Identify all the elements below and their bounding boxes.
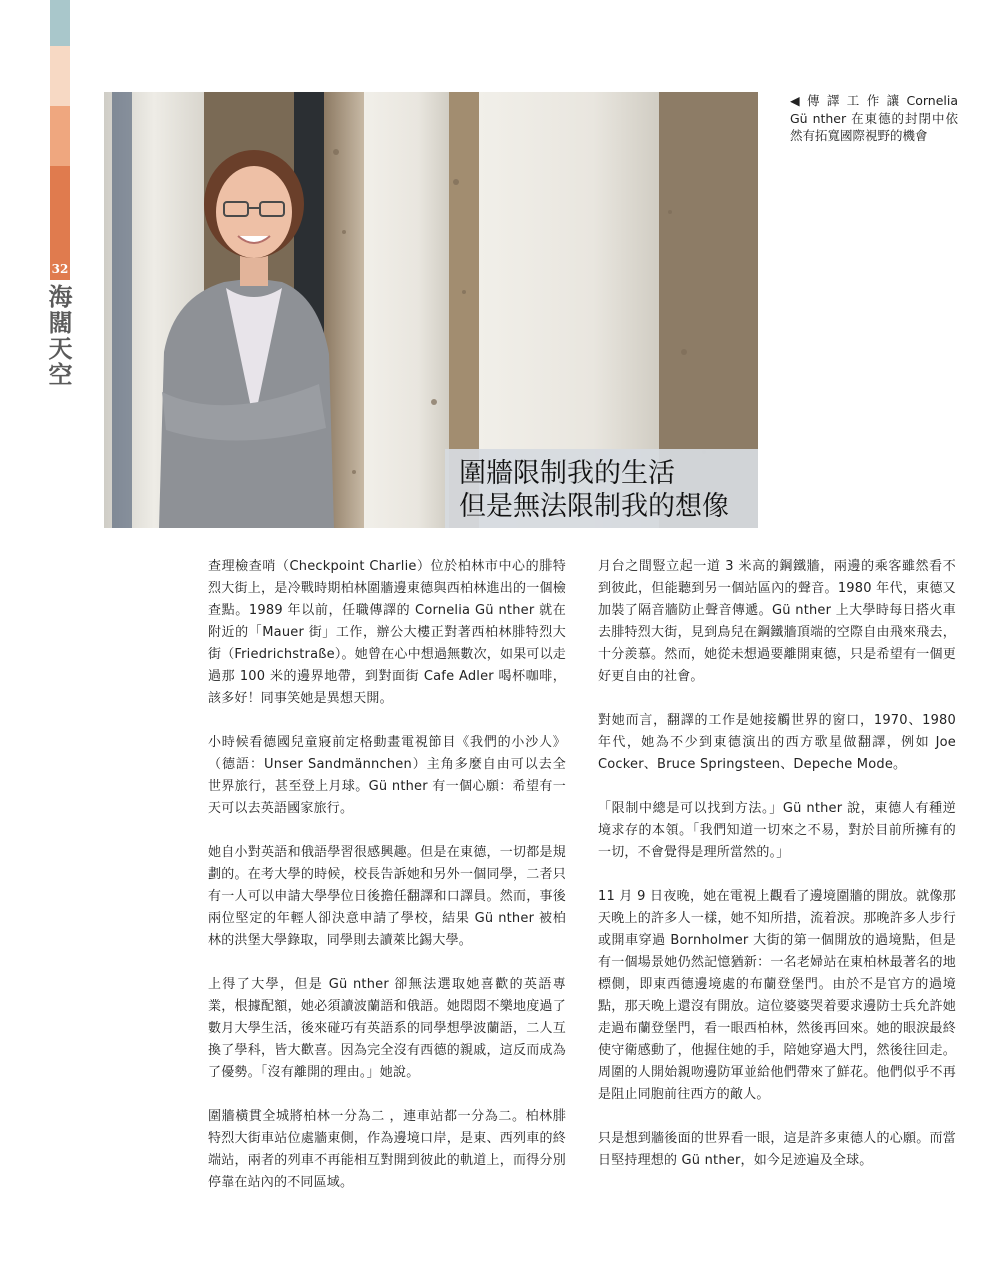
paragraph: 查理檢查哨（Checkpoint Charlie）位於柏林市中心的腓特烈大街上，是冷戰時期柏林圍牆邊東德與西柏林進出的一個檢查點。1989 年以前，任職傳譯的 Cornelia Gü nther 就在附近的「Mauer 街」工作，辦公大樓正對著西柏林腓特烈大街（Friedrichstraße）。她曾在心中想過無數次，如果可以走過那 100 米的邊界地帶，到對面街 Cafe Adler 喝杯咖啡，該多好！同事笑她是異想天開。 <box>208 559 566 706</box>
paragraph: 她自小對英語和俄語學習很感興趣。但是在東德，一切都是規劃的。在考大學的時候，校長告訴她和另外一個同學，二者只有一人可以申請大學學位日後擔任翻譯和口譯員。然而，事後兩位堅定的年輕人卻決意申請了學校，結果 Gü nther 被柏林的洪堡大學錄取，同學則去讀萊比錫大學。 <box>208 845 566 948</box>
paragraph: 小時候看德國兒童寢前定格動畫電視節目《我們的小沙人》（德語：Unser Sandmännchen）主角多麼自由可以去全世界旅行，甚至登上月球。Gü nther 有一個心願：希望有一天可以去英語國家旅行。 <box>208 735 566 816</box>
color-strip-orange <box>50 106 70 166</box>
paragraph: 月台之間豎立起一道 3 米高的鋼鐵牆，兩邊的乘客雖然看不到彼此，但能聽到另一個站區內的聲音。1980 年代，東德又加裝了隔音牆防止聲音傳遞。Gü nther 上大學時每日搭火車去腓特烈大街，見到鳥兒在鋼鐵牆頂端的空際自由飛來飛去，十分羨慕。然而，她從未想過要離開東德，只是希望有一個更好更自由的社會。 <box>598 559 956 684</box>
right-text-column <box>598 556 956 1194</box>
paragraph: 上得了大學，但是 Gü nther 卻無法選取她喜歡的英語專業，根據配額，她必須讀波蘭語和俄語。她悶悶不樂地度過了數月大學生活，後來碰巧有英語系的同學想學波蘭語，二人互換了學科，皆大歡喜。因為完全沒有西德的親戚，這反而成為了優勢。「沒有離開的理由。」她說。 <box>208 977 566 1080</box>
color-strip-teal <box>50 0 70 46</box>
paragraph: 對她而言，翻譯的工作是她接觸世界的窗口，1970、1980 年代，她為不少到東德演出的西方歌星做翻譯，例如 Joe Cocker、Bruce Springsteen、Depeche Mode。 <box>598 713 956 772</box>
page-number: 32 <box>50 258 70 280</box>
paragraph: 「限制中總是可以找到方法。」Gü nther 說，東德人有種逆境求存的本領。「我們知道一切來之不易，對於目前所擁有的一切，不會覺得是理所當然的。」 <box>598 801 956 860</box>
color-strip-peach <box>50 46 70 106</box>
headline-line-1: 圍牆限制我的生活 <box>459 458 675 489</box>
paragraph: 圍牆橫貫全城將柏林一分為二 ，連車站都一分為二。柏林腓特烈大街車站位處牆東側，作為邊境口岸，是東、西列車的終端站，兩者的列車不再能相互對開到彼此的軌道上，而得分別停靠在站內的不同區域。 <box>208 1109 566 1190</box>
left-text-column <box>208 556 566 1216</box>
section-title: 海闊天空 <box>44 284 73 388</box>
headline-line-2: 但是無法限制我的想像 <box>459 491 729 522</box>
color-strip-dark-orange <box>50 166 70 258</box>
photo-headline <box>445 449 758 528</box>
paragraph: 只是想到牆後面的世界看一眼，這是許多東德人的心願。而當日堅持理想的 Gü nther，如今足迹遍及全球。 <box>598 1131 956 1168</box>
paragraph: 11 月 9 日夜晚，她在電視上觀看了邊境圍牆的開放。就像那天晚上的許多人一樣，她不知所措，流着淚。那晚許多人步行或開車穿過 Bornholmer 大街的第一個開放的過境點，但是有一個場景她仍然記憶猶新：一名老婦站在東柏林最著名的地標側，即東西德邊境處的布蘭登堡門。由於不是官方的過境點，那天晚上還沒有開放。這位婆婆哭着要求邊防士兵允許她走過布蘭登堡門，看一眼西柏林，然後再回來。她的眼淚最終使守衛感動了，他握住她的手，陪她穿過大門，然後往回走。周圍的人開始親吻邊防軍並給他們帶來了鮮花。他們似乎不再是阻止同胞前往西方的敵人。 <box>598 889 956 1102</box>
photo-caption: ◀ 傳 譯 工 作 讓 Cornelia Gü nther 在東德的封閉中依然有拓寬國際視野的機會 <box>790 93 958 143</box>
